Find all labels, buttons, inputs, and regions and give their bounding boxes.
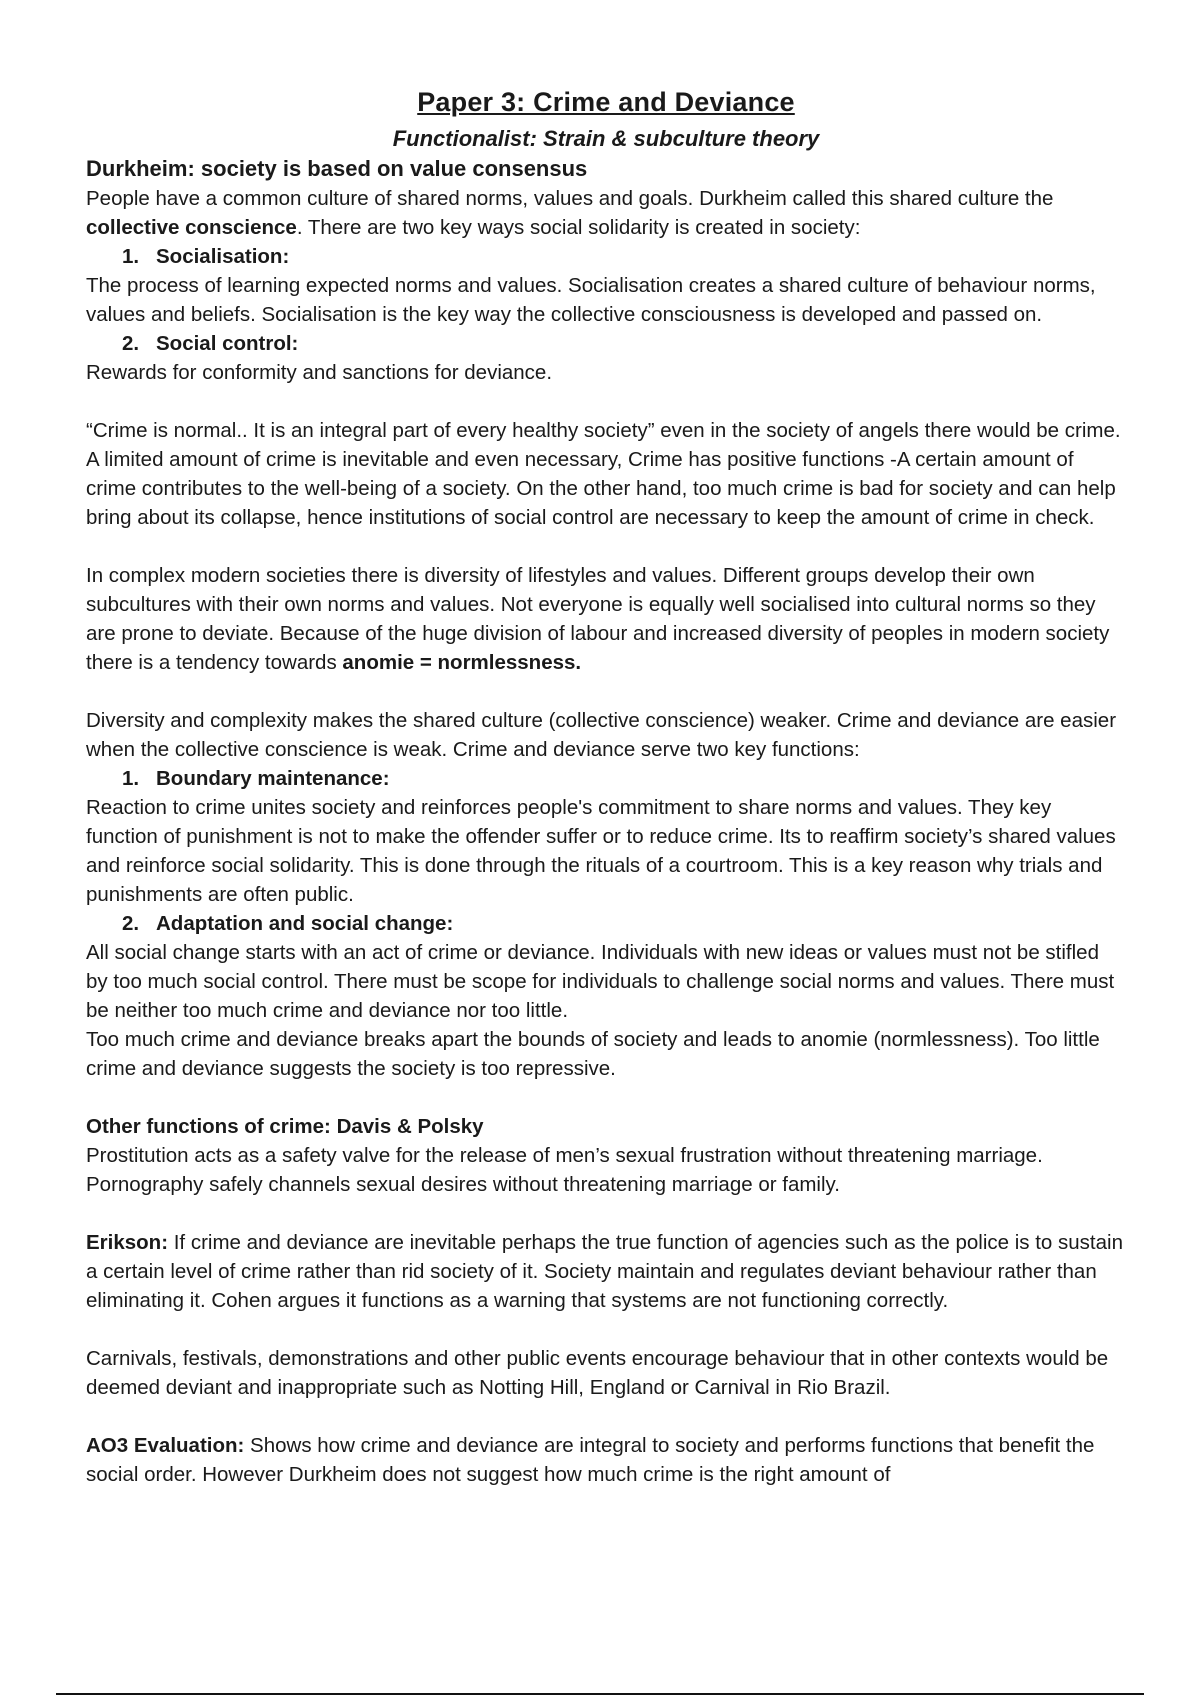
durkheim-heading: Durkheim: society is based on value consensus [86, 156, 588, 181]
footer-divider [56, 1693, 1144, 1695]
list-number: 1. [122, 245, 140, 268]
list-item-boundary-maintenance [122, 764, 1126, 793]
list-label: Socialisation: [156, 245, 290, 268]
anomie-term: anomie = normlessness. [342, 651, 582, 674]
other-functions-text: Prostitution acts as a safety valve for the release of men’s sexual frustration without threatening marriage. Pornography safely channels sexual desires without threatening marriage or family. [86, 1144, 1043, 1196]
list-label: Social control: [156, 332, 299, 355]
erikson-text: If crime and deviance are inevitable perhaps the true function of agencies such as the police is to sustain a certain level of crime rather than rid society of it. Society maintain and regulates deviant behaviour rather than eliminating it. Cohen argues it functions as a warning that systems are not functioning correctly. [86, 1231, 1123, 1312]
modern-societies-paragraph [86, 561, 1126, 677]
list-number: 2. [122, 332, 140, 355]
socialisation-text: The process of learning expected norms and values. Socialisation creates a shared culture of behaviour norms, values and beliefs. Socialisation is the key way the collective consciousness is developed and passed on. [86, 274, 1096, 326]
list-label: Adaptation and social change: [156, 912, 454, 935]
boundary-maintenance-text: Reaction to crime unites society and reinforces people's commitment to share norms and values. They key function of punishment is not to make the offender suffer or to reduce crime. Its to reaffirm society’s shared values and reinforce social solidarity. This is done through the rituals of a courtroom. This is a key reason why trials and punishments are often public. [86, 796, 1116, 906]
intro-text-1: People have a common culture of shared norms, values and goals. Durkheim called this shared culture the [86, 187, 1054, 210]
adaptation-text: All social change starts with an act of crime or deviance. Individuals with new ideas or values must not be stifled by too much social control. There must be scope for individuals to challenge social norms and values. There must be neither too much crime and deviance nor too little. [86, 941, 1115, 1022]
list-item-social-control [122, 329, 1126, 358]
document-page [86, 84, 1126, 1489]
intro-paragraph [86, 184, 1126, 242]
too-much-paragraph: Too much crime and deviance breaks apart the bounds of society and leads to anomie (normlessness). Too little crime and deviance suggests the society is too repressive. [86, 1028, 1100, 1080]
erikson-paragraph [86, 1228, 1126, 1315]
list-item-adaptation [122, 909, 1126, 938]
diversity-paragraph: Diversity and complexity makes the shared culture (collective conscience) weaker. Crime and deviance are easier when the collective conscience is weak. Crime and deviance serve two key functions: [86, 709, 1117, 761]
intro-bold-term: collective conscience [86, 216, 297, 239]
social-control-text: Rewards for conformity and sanctions for deviance. [86, 361, 553, 384]
page-subtitle: Functionalist: Strain & subculture theory [392, 126, 820, 151]
list-number: 1. [122, 767, 140, 790]
erikson-label: Erikson: [86, 1231, 169, 1254]
crime-normal-paragraph: “Crime is normal.. It is an integral part of every healthy society” even in the society of angels there would be crime. A limited amount of crime is inevitable and even necessary, Crime has positive functions -A certain amount of crime contributes to the well-being of a society. On the other hand, too much crime is bad for society and can help bring about its collapse, hence institutions of social control are necessary to keep the amount of crime in check. [86, 419, 1121, 529]
page-title: Paper 3: Crime and Deviance [417, 87, 795, 117]
list-label: Boundary maintenance: [156, 767, 390, 790]
ao3-label: AO3 Evaluation: [86, 1434, 245, 1457]
carnivals-paragraph: Carnivals, festivals, demonstrations and other public events encourage behaviour that in other contexts would be deemed deviant and inappropriate such as Notting Hill, England or Carnival in Rio Brazil. [86, 1347, 1109, 1399]
modern-text: In complex modern societies there is diversity of lifestyles and values. Different groups develop their own subcultures with their own norms and values. Not everyone is equally well socialised into cultural norms so they are prone to deviate. Because of the huge division of labour and increased diversity of peoples in modern society there is a tendency towards [86, 564, 1110, 674]
list-item-socialisation [122, 242, 1126, 271]
ao3-evaluation-paragraph [86, 1431, 1126, 1489]
other-functions-heading: Other functions of crime: Davis & Polsky [86, 1115, 484, 1138]
list-number: 2. [122, 912, 140, 935]
ao3-text: Shows how crime and deviance are integral to society and performs functions that benefit the social order. However Durkheim does not suggest how much crime is the right amount of [86, 1434, 1095, 1486]
intro-text-2: . There are two key ways social solidarity is created in society: [296, 216, 861, 239]
